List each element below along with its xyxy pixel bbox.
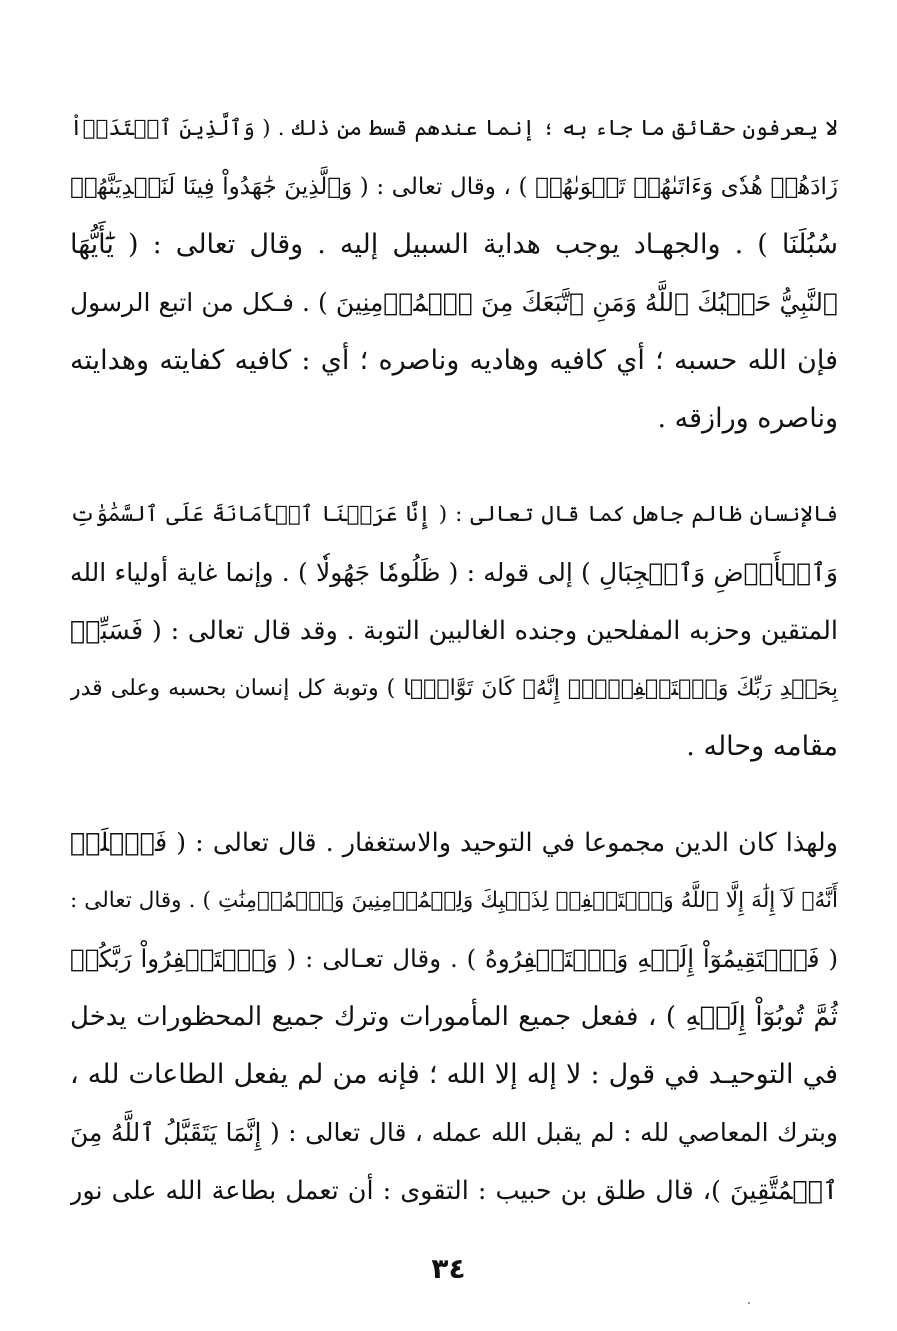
paragraph-1	[70, 100, 838, 448]
paragraph-3	[70, 814, 838, 1220]
text-line: المتقين وحزبه المفلحين وجنده الغالبين التوبة . وقد قال تعالى : ( فَسَبِّحۡ	[70, 616, 838, 646]
text-line: في التوحيـد في قول : لا إله إلا الله ؛ فإنه من لم يفعل الطاعات لله ،	[70, 1059, 838, 1090]
page-number: ٣٤	[431, 1252, 466, 1285]
text-line: ثُمَّ تُوبُوٓاْ إِلَيۡهِ ) ، ففعل جميع المأمورات وترك جميع المحظورات يدخل	[70, 1002, 838, 1032]
text-line: ولهذا كان الدين مجموعا في التوحيد والاستغفار . قال تعالى : ( فَٱعۡلَمۡ	[70, 828, 838, 858]
paragraph-2	[70, 486, 838, 776]
text-line: فإن الله حسبه ؛ أي كافيه وهاديه وناصره ؛ أي : كافيه كفايته وهدايته	[70, 345, 838, 376]
text-line: وبترك المعاصي لله : لم يقبل الله عمله ، قال تعالى : ( إِنَّمَا يَتَقَبَّلُ ٱللَّهُ مِنَ	[70, 1118, 838, 1147]
scan-speck	[748, 1302, 750, 1304]
text-line: مقامه وحاله .	[686, 731, 838, 762]
text-line: أَنَّهُۥ لَآ إِلَٰهَ إِلَّا ٱللَّهُ وَٱسۡتَغۡفِرۡ لِذَنۢبِكَ وَلِلۡمُؤۡمِنِينَ وَٱلۡمُؤۡمِنَٰتِ ) . وقال تعالى :	[70, 888, 838, 913]
text-line: ( فَٱسۡتَقِيمُوٓاْ إِلَيۡهِ وَٱسۡتَغۡفِرُوهُ ) . وقال تعـالى : ( وَٱسۡتَغۡفِرُواْ رَبَّكُمۡ	[70, 944, 838, 973]
text-line: وَٱلۡأَرۡضِ وَٱلۡجِبَالِ ) إلى قوله : ( ظَلُومٗا جَهُولٗا ) . وإنما غاية أولياء الله	[70, 558, 838, 587]
text-line: فالإنسان ظالم جاهل كما قال تعالى : ( إِنَّا عَرَضۡنَا ٱلۡأَمَانَةَ عَلَى ٱلسَّمَٰوَٰتِ	[70, 502, 838, 527]
text-line: وناصره ورازقه .	[657, 403, 838, 434]
text-line: سُبُلَنَا ) . والجهـاد يوجب هداية السبيل إليه . وقال تعالى : ( يَٰٓأَيُّهَا	[70, 229, 838, 260]
text-line: ٱلنَّبِيُّ حَسۡبُكَ ٱللَّهُ وَمَنِ ٱتَّبَعَكَ مِنَ ٱلۡمُؤۡمِنِينَ ) . فـكل من اتبع الرسول	[70, 288, 838, 317]
text-line: لا يعرفون حقائق ما جاء به ؛ إنما عندهم قسط من ذلك . ( وَٱلَّذِينَ ٱهۡتَدَوۡاْ	[70, 116, 838, 141]
text-line: بِحَمۡدِ رَبِّكَ وَٱسۡتَغۡفِرۡهُۚ إِنَّهُۥ كَانَ تَوَّابَۢا ) وتوبة كل إنسان بحسبه وعلى قدر	[70, 676, 838, 701]
text-line: ٱلۡمُتَّقِينَ )، قال طلق بن حبيب : التقوى : أن تعمل بطاعة الله على نور	[70, 1176, 838, 1206]
text-line: زَادَهُمۡ هُدٗى وَءَاتَىٰهُمۡ تَقۡوَىٰهُمۡ ) ، وقال تعالى : ( وَٱلَّذِينَ جَٰهَدُواْ فِينَا لَنَهۡدِيَنَّهُمۡ	[70, 174, 838, 200]
